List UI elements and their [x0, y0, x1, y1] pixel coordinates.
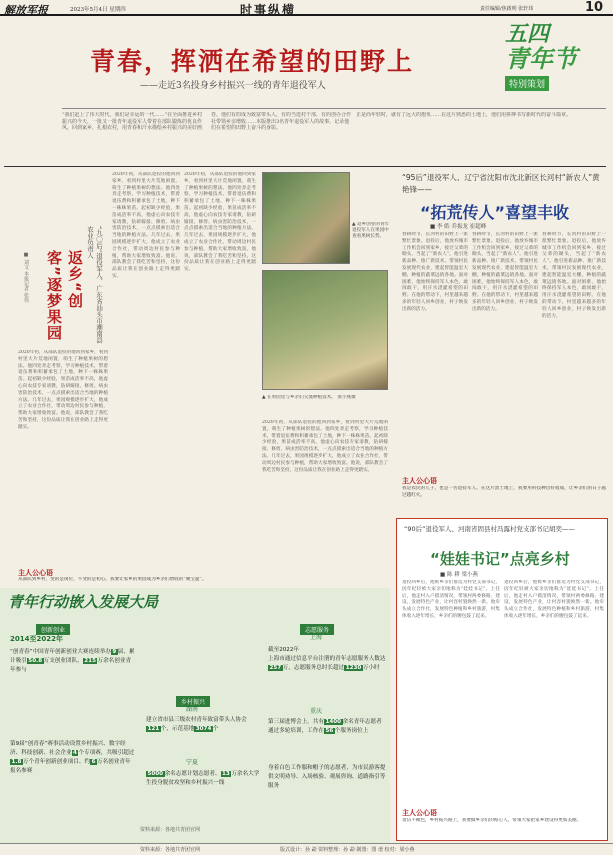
- stat3-text-a: 建立省市县三级农村青年致富带头人协会: [146, 717, 247, 723]
- article3-body-col1: 退役回乡后，他被乡亲们推选为村党支部书记，因年纪轻被大家亲切地称为“娃娃书记”。上任后，他走村入户摸清情况，带领村两委修路、建设、发展特色产业，让村容村貌焕然一新。他牵头成立合作社，发展特色种植和乡村旅游，村集体收入逐年增长，乡亲们的腰包鼓了起来。: [402, 580, 500, 619]
- year-range: 2014至2022年: [10, 635, 63, 643]
- tag-innovation-label: 创新创业: [36, 624, 70, 635]
- stat2-text-c: 万个青年创新创业项目、约: [22, 759, 91, 765]
- stat5-text-c: 万，志愿服务总时长超过: [282, 665, 345, 671]
- article1-caption1: ▲ 返乡创业的青年退役军人在果园中查看果树长势。: [352, 222, 390, 239]
- article1-kicker: “九〇后”退役军人、广东省汕头市潮南县农业负责人: [86, 226, 103, 344]
- divider: [62, 108, 606, 109]
- stat6-text-a: 第三届进博会上，共有: [268, 719, 324, 725]
- stat2-num-c: 6: [91, 759, 96, 765]
- article1-body-col2: 2020年初，从部队退役的他回到家乡，看到村里大片荒地闲置，萌生了种植果树的想法。他四处奔走考察，学习种植技术，带着退伍费和积蓄承包了土地，种下一株株果苗。起初缺少经验，果苗成活率不高，他虚心向农技专家请教，钻研嫁接、修剪、病虫害防治技术，一点点摸索出适合当地的种植方法。几年过去，果园规模逐步扩大，他成立了农业合作社，带动周边村民参与种植，帮助大家增收致富。他说，部队教会了我吃苦和坚持，这份品质让我在创业路上走得更踏实。: [184, 172, 256, 273]
- article2-kicker: “95后”退役军人、辽宁省沈阳市沈北新区长河村“新农人”黄艳锋——: [402, 173, 600, 194]
- article2-title: “拓荒传人”喜望丰收: [420, 203, 570, 222]
- article1-photo-bottom: [262, 270, 388, 390]
- stat1-text-c: 万支创业团队、: [43, 658, 83, 664]
- section-title: 时事纵横: [240, 3, 297, 17]
- tag-rural-label: 乡村振兴: [176, 696, 210, 707]
- region-shanghai: 上海: [310, 634, 323, 641]
- article1-title: 返乡“创客”逐梦果园: [45, 250, 84, 341]
- stat-block-3: [146, 716, 261, 734]
- article2-note: 我是农民的儿子，也是一名退役军人。在这片黑土地上，我要用科技种出好收成，让乡亲们的日子越过越红火。: [402, 486, 606, 498]
- stat1-text-d: 万余名创业青年参与: [10, 658, 132, 673]
- stat3-num-b: 3074: [195, 726, 212, 732]
- article1-byline: ■ 刘文 本报记者 张伟: [23, 252, 29, 303]
- stat2-text-d: 万名创业青年报名参赛: [10, 759, 131, 774]
- stat-block-7: 身着白色工作服和帽子的志愿者，为市民游客提供文明劝导、入场核验、观展咨询、道路指引等服务: [268, 765, 386, 789]
- stat4-text-a: 余名志愿计划志愿者、: [164, 771, 221, 777]
- article1-body-col0: 2020年初，从部队退役的他回到家乡，看到村里大片荒地闲置，萌生了种植果树的想法。他四处奔走考察，学习种植技术，带着退伍费和积蓄承包了土地，种下一株株果苗。起初缺少经验，果苗成活率不高，他虚心向农技专家请教，钻研嫁接、修剪、病虫害防治技术，一点点摸索出适合当地的种植方法。几年过去，果园规模逐步扩大，他成立了农业合作社，带动周边村民参与种植，帮助大家增收致富。他说，部队教会了我吃苦和坚持，这份品质让我在创业路上走得更踏实。: [18, 350, 108, 430]
- lead-headline: 青春，挥洒在希望的田野上: [90, 47, 415, 76]
- article2-body-col1: 春耕时节，长河村的田野上一派繁忙景象。退役后，他放弃城市工作机会回到家乡，接过父辈的锄头，当起了“新农人”。他引进新品种、推广新技术，带领村民发展现代农业，建起智能温室大棚，种植的蔬菜远销各地。面对困难，他始终保持军人本色，敢闯敢干，用汗水浇灌希望的田野。在他的带动下，村里越来越多的年轻人回乡创业，村子焕发出新的活力。: [402, 232, 468, 312]
- issue-date: 2023年5月4日 星期四: [70, 7, 126, 13]
- article1-body-col1: 2020年初，从部队退役的他回到家乡，看到村里大片荒地闲置，萌生了种植果树的想法。他四处奔走考察，学习种植技术，带着退伍费和积蓄承包了土地，种下一株株果苗。起初缺少经验，果苗成活率不高，他虚心向农技专家请教，钻研嫁接、修剪、病虫害防治技术，一点点摸索出适合当地的种植方法。几年过去，果园规模逐步扩大，他成立了农业合作社，带动周边村民参与种植，帮助大家增收致富。他说，部队教会了我吃苦和坚持，这份品质让我在创业路上走得更踏实。: [112, 172, 180, 279]
- article3-note: 退伍不褪色，乡村振兴路上，我要做乡亲们的贴心人，带领大家把家乡建设得更加美丽。: [402, 818, 582, 823]
- stat5-text-a: 截至2022年: [268, 647, 300, 653]
- stat1-num-b: 50.8: [28, 658, 43, 664]
- article1-note-heading: 主人公心语: [18, 569, 53, 577]
- lead-photo-caption: 正是尚年轻时，就有了远大的抱负……在这片熟悉的土地上，他们用拼搏书写新时代的奋斗篇章。: [356, 112, 572, 118]
- lead-subhead: ——走近3名投身乡村振兴一线的青年退役军人: [140, 81, 326, 91]
- article1-photo-top: [262, 172, 350, 264]
- article1-body-col3: 2020年初，从部队退役的他回到家乡，看到村里大片荒地闲置，萌生了种植果树的想法。他四处奔走考察，学习种植技术，带着退伍费和积蓄承包了土地，种下一株株果苗。起初缺少经验，果苗成活率不高，他虚心向农技专家请教，钻研嫁接、修剪、病虫害防治技术，一点点摸索出适合当地的种植方法。几年过去，果园规模逐步扩大，他成立了农业合作社，带动周边村民参与种植，帮助大家增收致富。他说，部队教会了我吃苦和坚持，这份品质让我在创业路上走得更踏实。: [262, 420, 388, 473]
- stat5-text-d: 万小时: [362, 665, 380, 671]
- stat2-num-b: 1.8: [11, 759, 22, 765]
- stat5-num-a: 257: [269, 665, 282, 671]
- stat6-text-b: 余名青年志愿者通过多轮培训，工作在: [268, 719, 382, 734]
- stat-block-6: [268, 718, 386, 736]
- footer-left: 资料来源：各地共青团官网: [140, 847, 201, 853]
- article2-body-col3: 春耕时节，长河村的田野上一派繁忙景象。退役后，他放弃城市工作机会回到家乡，接过父辈的锄头，当起了“新农人”。他引进新品种、推广新技术，带领村民发展现代农业，建起智能温室大棚，种植的蔬菜远销各地。面对困难，他始终保持军人本色，敢闯敢干，用汗水浇灌希望的田野。在他的带动下，村里越来越多的年轻人回乡创业，村子焕发出新的活力。: [542, 232, 606, 319]
- stat5-num-b: 1230: [345, 665, 362, 671]
- region-hunan: 湖南: [186, 706, 199, 713]
- masthead: 解放军报: [4, 4, 48, 17]
- logo-line3: 特别策划: [505, 76, 549, 91]
- stat-block-5: [268, 646, 386, 673]
- stat6-num-b: 56: [325, 728, 334, 734]
- page-header: [0, 0, 613, 16]
- stat1-num-c: 215: [84, 658, 96, 664]
- article1-title-block: [16, 222, 111, 347]
- article3-body-col2: 退役回乡后，他被乡亲们推选为村党支部书记，因年纪轻被大家亲切地称为“娃娃书记”。上任后，他走村入户摸清情况，带领村两委修路、建设、发展特色产业，让村容村貌焕然一新。他牵头成立合作社，发展特色种植和乡村旅游，村集体收入逐年增长，乡亲们的腰包鼓了起来。: [504, 580, 604, 619]
- region-ningxia: 宁夏: [186, 759, 199, 766]
- panel-source: 资料来源：各地共青团官网: [140, 827, 201, 833]
- stat6-text-c: 个服务岗位上: [334, 728, 369, 734]
- stat-block-4: [146, 770, 261, 788]
- logo-line1: 五四: [505, 22, 550, 47]
- tag-volunteer-label: 志愿服务: [300, 624, 334, 635]
- stat3-text-c: 个: [212, 726, 219, 732]
- stat3-text-b: 个，示范基地: [160, 726, 195, 732]
- article2-byline: ■ 李 皓 乔振龙 崔超峰: [430, 224, 487, 230]
- divider: [4, 166, 606, 167]
- page-number: 10: [585, 0, 604, 15]
- region-chongqing: 重庆: [310, 708, 323, 715]
- article1-caption2: ▲ 在果园里与乡亲们交流种植技术。 梁小燕摄: [262, 395, 356, 400]
- stat4-num-b: 13: [222, 771, 230, 777]
- stat4-num-a: 5000: [147, 771, 164, 777]
- article2-body-col2: 春耕时节，长河村的田野上一派繁忙景象。退役后，他放弃城市工作机会回到家乡，接过父辈的锄头，当起了“新农人”。他引进新品种、推广新技术，带领村民发展现代农业，建起智能温室大棚，种植的蔬菜远销各地。面对困难，他始终保持军人本色，敢闯敢干，用汗水浇灌希望的田野。在他的带动下，村里越来越多的年轻人回乡创业，村子焕发出新的活力。: [472, 232, 538, 312]
- stat3-num-a: 121: [147, 726, 160, 732]
- footer-right: 版式设计：孙 勐 资料整理：孙 勐 制图：图 谱 校对：梁小燕: [280, 847, 415, 853]
- article3-note-heading: 主人公心语: [402, 809, 437, 817]
- stat-block-2: [10, 740, 135, 776]
- logo-line2: 青年节: [505, 45, 577, 73]
- infographic-title: 青年行动嵌入发展大局: [8, 593, 159, 611]
- page-footer: [0, 843, 613, 855]
- page-editors: 责任编辑/焦啟明 张轩玮: [480, 6, 534, 12]
- stat2-text-b: 个专项赛，共吸引超过: [78, 750, 135, 756]
- article3-byline: ■ 陈 耕 梁小燕: [440, 572, 478, 578]
- youth-day-logo: [505, 24, 605, 104]
- stat5-text-b: 上海市通过信息平台注册的青年志愿服务人数达: [268, 656, 386, 662]
- stat1-text-b: 届，累计吸引: [10, 649, 135, 664]
- stat4-text-b: 万余名大学生投身脱贫攻坚和乡村振兴一线: [146, 771, 260, 786]
- article2-note-heading: 主人公心语: [402, 477, 437, 485]
- article1-note: 从部队到乡村，变的是岗位，不变的是初心。我要让家乡的果园成为乡亲们增收的“聚宝盆”。: [18, 577, 207, 582]
- stat2-text-a: 第9届“创青春”赛事活动设置乡村振兴、数字经济、科技创新、社会企业: [10, 741, 126, 756]
- stat6-num-a: 1400: [325, 719, 342, 725]
- lead-intro: “我们赶上了伟大时代，我们是幸运的一代……”在全面推进乡村振兴的今天，一批又一批青年退役军人带着在部队锻炼的优良作风，回到家乡，扎根农村，用青春和汗水描绘乡村振兴的美好画卷。他们有的成为致富带头人，有的当选村干部，有的创办合作社带领乡亲增收……本版推出3名青年退役军人的故事，记录他们在希望的田野上奋斗的身影。: [62, 112, 352, 131]
- stat-block-1: [10, 648, 135, 675]
- article3-kicker: “90后”退役军人、河南省固县村冯露村党支部书记胡奕——: [404, 525, 576, 533]
- stat1-num-a: 9: [112, 649, 117, 655]
- stat1-text-a: “创青春”中国青年创新创业大赛连续举办: [10, 649, 111, 655]
- article3-title: “娃娃书记”点亮乡村: [430, 550, 570, 568]
- stat2-num-a: 4: [73, 750, 77, 756]
